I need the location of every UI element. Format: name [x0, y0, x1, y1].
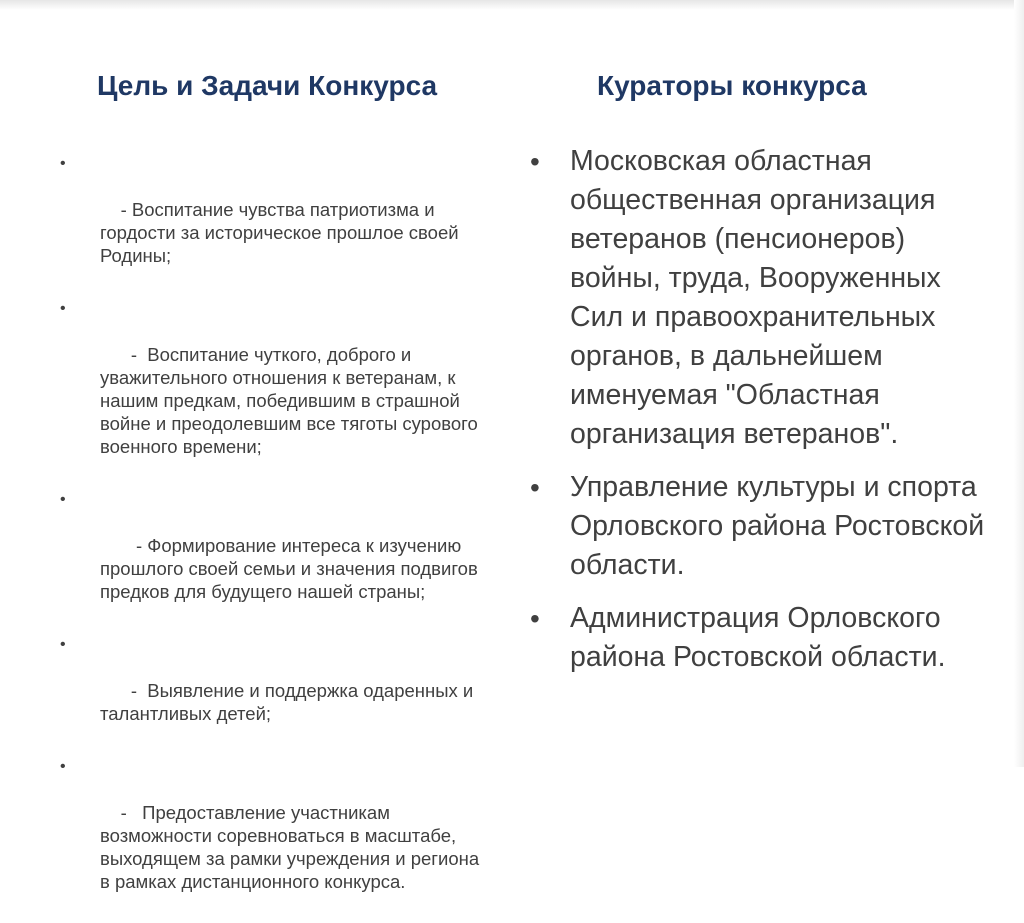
goal-item: [60, 633, 480, 748]
goal-text: - Предоставление участникам возможности соревноваться в масштабе, выходящем за рамки учреждения и региона в рамках дистанционного конкурса.: [100, 802, 485, 892]
goal-text: - Выявление и поддержка одаренных и талантливых детей;: [100, 680, 479, 724]
goal-item: [60, 297, 483, 481]
curator-item: [530, 468, 1000, 585]
curator-text: Управление культуры и спорта Орловского района Ростовской области.: [570, 471, 985, 581]
bullet-icon: •: [60, 758, 66, 775]
curator-item: [530, 599, 1000, 677]
goal-item: [60, 755, 485, 916]
curators-list: [530, 142, 1000, 691]
curators-heading: Кураторы конкурса: [597, 70, 867, 101]
slide-top-edge: [0, 0, 1024, 10]
goal-text: - Воспитание чуткого, доброго и уважительного отношения к ветеранам, к нашим предкам, победившим в страшной войне и преодолевшим все тяготы сурового военного времени;: [100, 344, 483, 457]
goals-list: [60, 152, 485, 923]
bullet-icon: •: [60, 491, 66, 508]
goal-item: [60, 488, 483, 626]
bullet-icon: •: [60, 155, 66, 172]
bullet-icon: •: [530, 472, 540, 503]
bullet-icon: •: [60, 636, 66, 653]
goal-item: [60, 152, 480, 290]
bullet-icon: •: [530, 603, 540, 634]
bullet-icon: •: [60, 300, 66, 317]
bullet-icon: •: [530, 146, 540, 177]
curator-item: [530, 142, 1000, 454]
goal-text: - Формирование интереса к изучению прошлого своей семьи и значения подвигов предков для будущего нашей страны;: [100, 535, 483, 602]
curator-text: Администрация Орловского района Ростовской области.: [570, 602, 946, 673]
goal-text: - Воспитание чувства патриотизма и гордости за историческое прошлое своей Родины;: [100, 199, 464, 266]
curator-text: Московская областная общественная организация ветеранов (пенсионеров) войны, труда, Вооруженных Сил и правоохранительных органов, в дальнейшем именуемая "Областная организация ветеранов".: [570, 145, 941, 450]
slide-right-edge: [1014, 0, 1024, 767]
goals-heading: Цель и Задачи Конкурса: [97, 70, 438, 101]
